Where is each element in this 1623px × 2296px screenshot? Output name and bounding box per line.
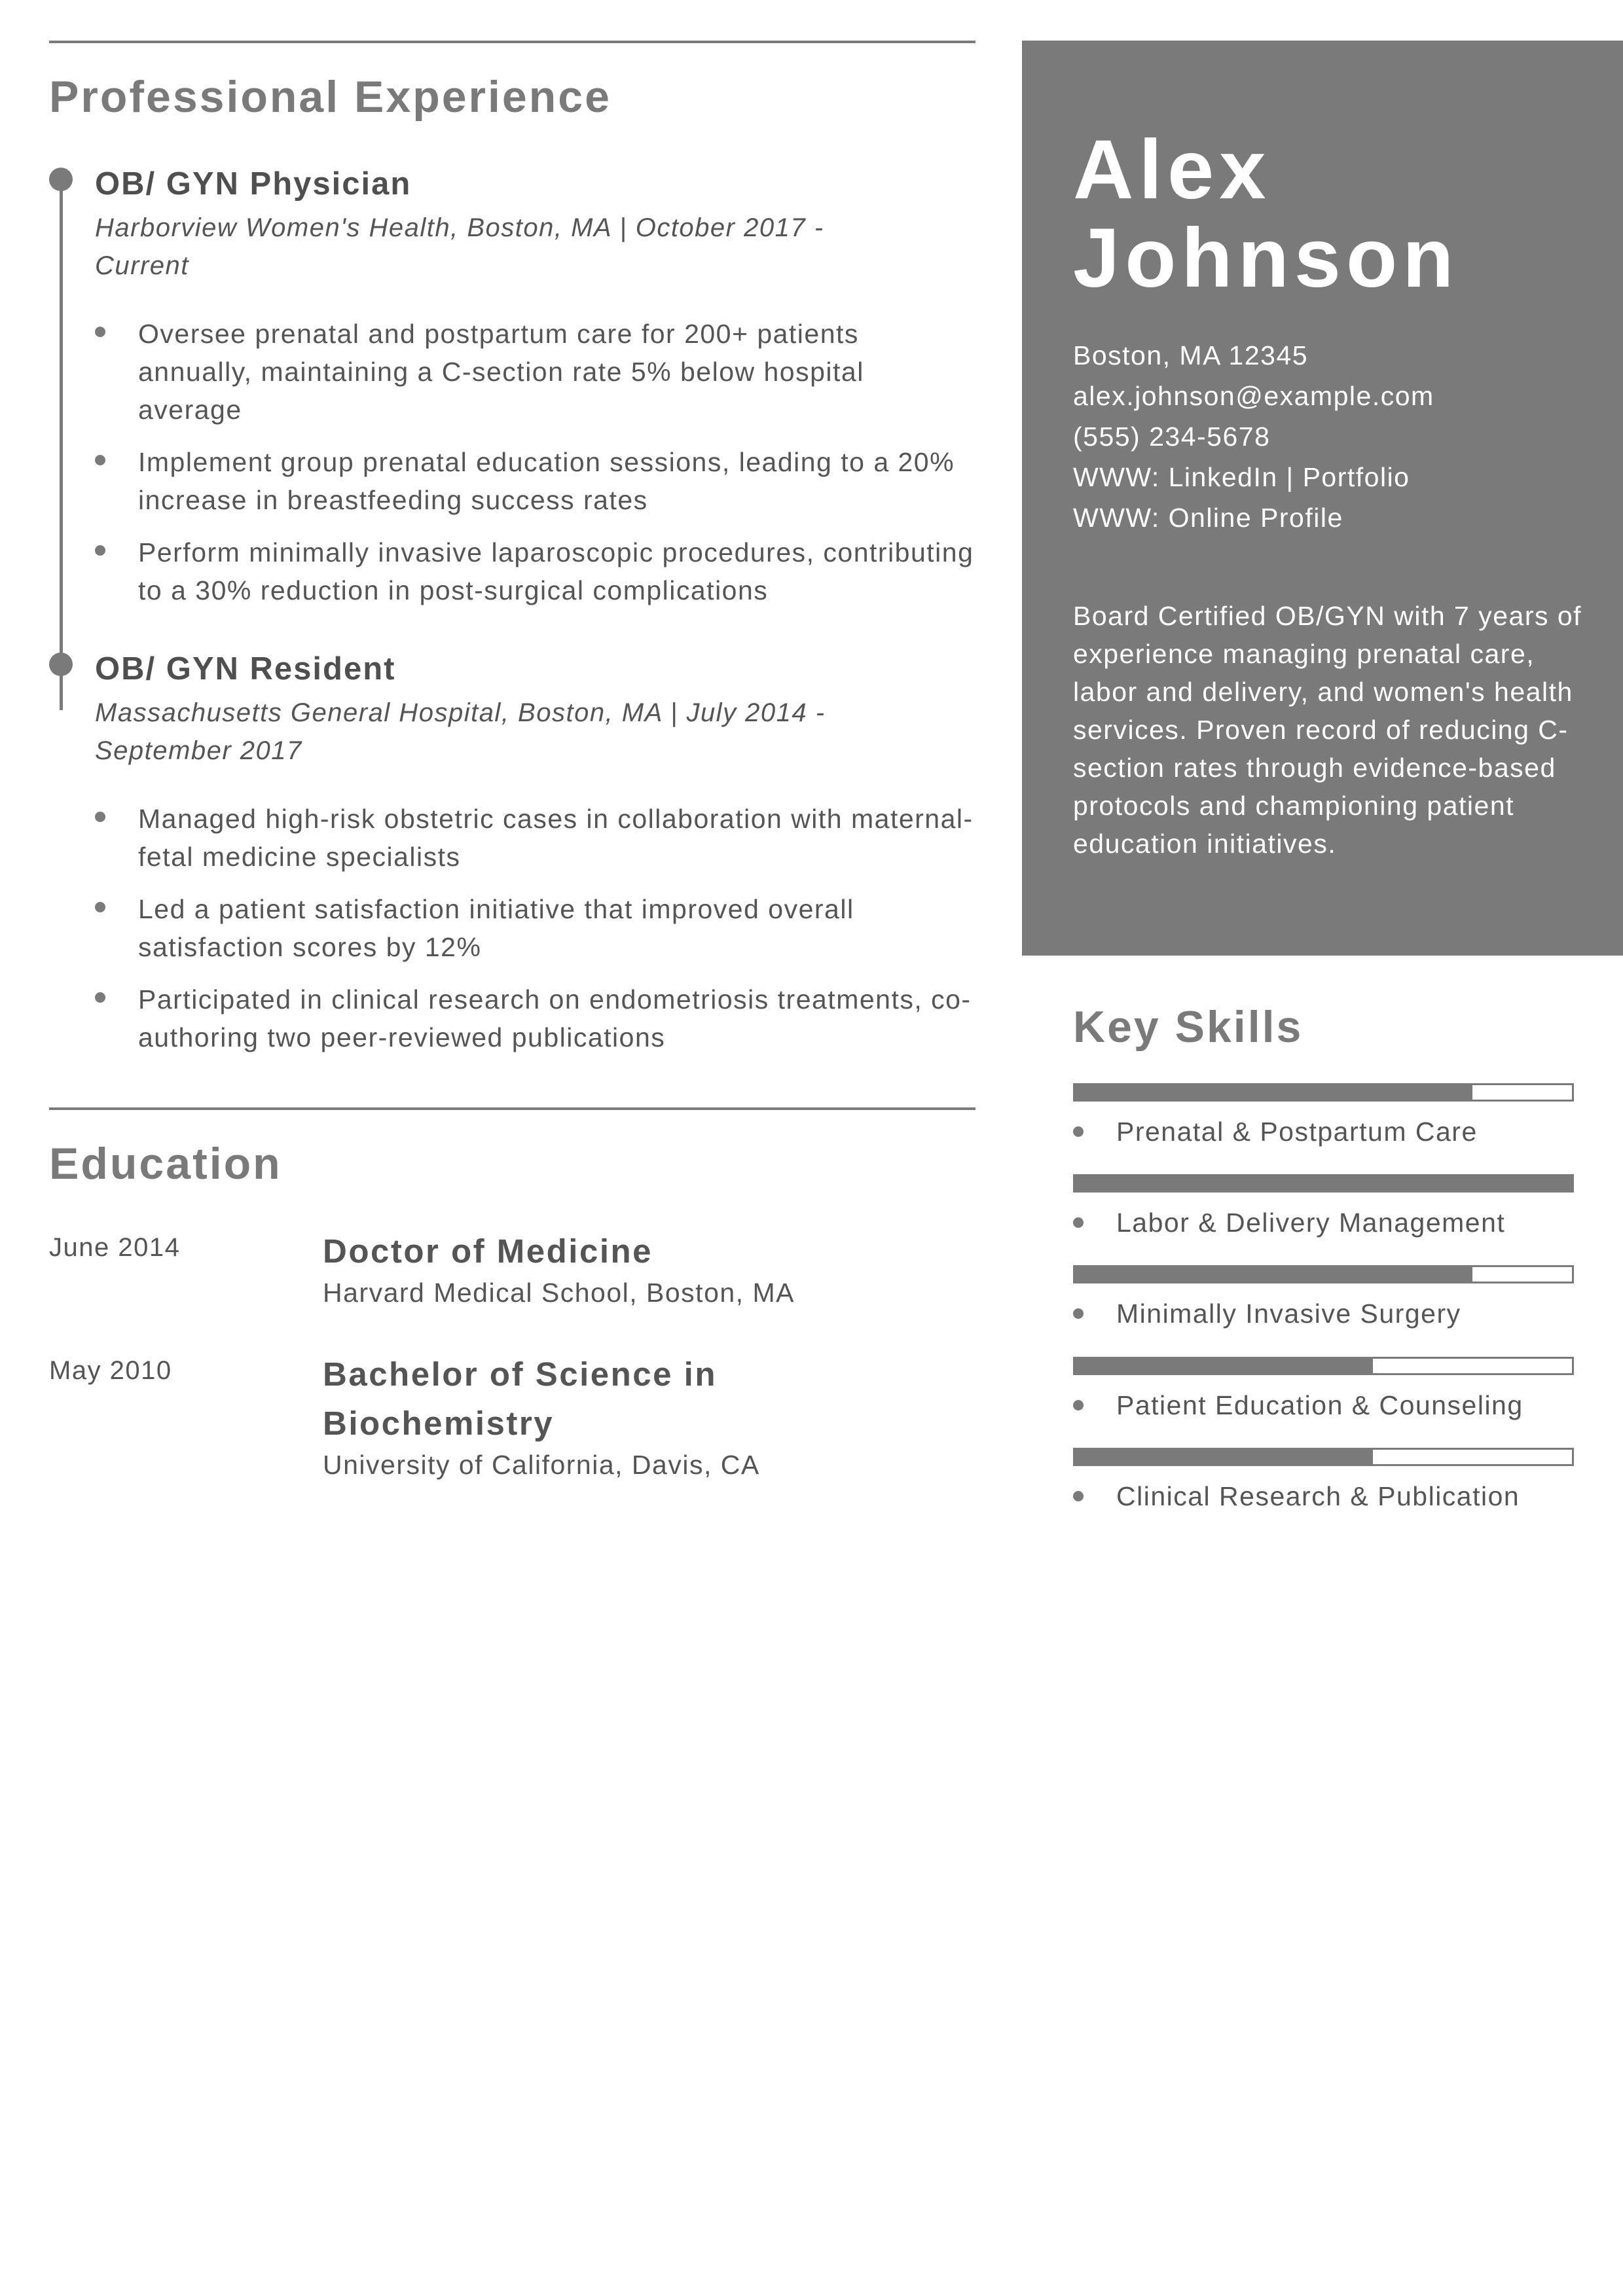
bullet-icon — [95, 545, 105, 556]
bullet-text: Managed high-risk obstetric cases in collaboration with maternal-fetal medicine specialists — [138, 803, 974, 872]
experience-timeline — [49, 165, 976, 1056]
skill-label — [1073, 1390, 1574, 1422]
bullet-text: Oversee prenatal and postpartum care for 200+ patients annually, maintaining a C-section rate 5% below hospital average — [138, 318, 864, 425]
skill-level-bar — [1073, 1265, 1574, 1283]
bullet-item — [95, 980, 976, 1056]
job-bullets — [95, 315, 976, 609]
education-heading: Education — [49, 1138, 282, 1189]
first-name: Alex — [1073, 123, 1271, 217]
job-entry — [49, 650, 976, 1056]
skill-level-fill — [1075, 1085, 1472, 1100]
education-date: June 2014 — [49, 1232, 181, 1262]
job-title: OB/ GYN Physician — [95, 166, 412, 202]
skill-item — [1073, 1174, 1574, 1239]
bullet-icon — [95, 812, 105, 822]
last-name: Johnson — [1073, 211, 1459, 305]
skill-label-text: Clinical Research & Publication — [1116, 1480, 1520, 1511]
job-meta-line: Current — [95, 251, 189, 280]
timeline-dot — [49, 168, 73, 191]
skill-item — [1073, 1265, 1574, 1330]
job-entry — [49, 165, 976, 609]
bullet-text: Implement group prenatal education sessions, leading to a 20% increase in breastfeeding success rates — [138, 446, 955, 515]
bullet-item — [95, 443, 976, 519]
left-column — [49, 41, 976, 1481]
email-link[interactable]: alex.johnson@example.com — [1073, 381, 1434, 411]
degree-title: Doctor of Medicine — [323, 1232, 653, 1270]
education-entry — [49, 1227, 976, 1309]
bullet-icon — [95, 455, 105, 465]
school-name: Harvard Medical School, Boston, MA — [323, 1277, 795, 1308]
education-body — [323, 1227, 976, 1309]
job-meta-line: Harborview Women's Health, Boston, MA | October 2017 - — [95, 213, 824, 242]
education-date: May 2010 — [49, 1355, 172, 1385]
skill-item — [1073, 1357, 1574, 1422]
bullet-item — [95, 315, 976, 429]
job-meta — [95, 209, 976, 285]
section-divider — [49, 41, 976, 43]
summary-text: Board Certified OB/GYN with 7 years of experience managing prenatal care, labor and delivery, and women's health services. Proven record of reducing C-section rates through evidence-based protocols and championing patient education initiatives. — [1073, 601, 1582, 859]
bullet-item — [95, 800, 976, 876]
skill-level-fill — [1075, 1176, 1572, 1191]
web-links[interactable]: WWW: LinkedIn | Portfolio — [1073, 462, 1410, 492]
skill-label — [1073, 1116, 1574, 1148]
bullet-icon — [95, 902, 105, 912]
phone-text: (555) 234-5678 — [1073, 422, 1271, 452]
bullet-icon — [95, 992, 105, 1003]
job-meta — [95, 694, 976, 770]
skills-list — [1073, 1083, 1574, 1513]
skill-level-bar — [1073, 1083, 1574, 1102]
bullet-icon — [1073, 1217, 1084, 1228]
education-entry — [49, 1350, 976, 1481]
education-body — [323, 1350, 781, 1481]
skill-label — [1073, 1207, 1574, 1239]
skills-section — [1073, 1002, 1574, 1513]
bullet-icon — [95, 327, 105, 337]
bullet-item — [95, 890, 976, 966]
section-divider — [49, 1107, 976, 1110]
skills-heading: Key Skills — [1073, 1002, 1304, 1052]
skill-level-bar — [1073, 1357, 1574, 1375]
skill-label-text: Prenatal & Postpartum Care — [1116, 1117, 1478, 1147]
location-text: Boston, MA 12345 — [1073, 340, 1309, 370]
job-bullets — [95, 800, 976, 1056]
bullet-icon — [1073, 1400, 1084, 1410]
web-profile-link[interactable]: WWW: Online Profile — [1073, 503, 1343, 533]
skill-level-fill — [1075, 1450, 1373, 1464]
job-meta-line: September 2017 — [95, 736, 302, 765]
skill-level-fill — [1075, 1359, 1373, 1373]
bullet-icon — [1073, 1126, 1084, 1137]
contact-info — [1073, 335, 1597, 538]
skill-label — [1073, 1480, 1574, 1513]
header-box — [1022, 41, 1623, 956]
skill-level-bar — [1073, 1174, 1574, 1193]
job-meta-line: Massachusetts General Hospital, Boston, MA | July 2014 - — [95, 698, 826, 727]
header-content — [1073, 123, 1597, 863]
candidate-name — [1073, 123, 1597, 305]
school-name: University of California, Davis, CA — [323, 1449, 760, 1480]
job-title: OB/ GYN Resident — [95, 651, 396, 687]
experience-heading: Professional Experience — [49, 72, 611, 122]
skill-item — [1073, 1448, 1574, 1513]
degree-title: Bachelor of Science in Biochemistry — [323, 1355, 718, 1442]
skill-label — [1073, 1298, 1574, 1330]
timeline-dot — [49, 653, 73, 676]
skill-label-text: Patient Education & Counseling — [1116, 1390, 1523, 1420]
bullet-icon — [1073, 1491, 1084, 1501]
bullet-item — [95, 533, 976, 609]
skill-label-text: Minimally Invasive Surgery — [1116, 1299, 1461, 1329]
bullet-text: Participated in clinical research on endometriosis treatments, co-authoring two peer-reviewed publications — [138, 984, 972, 1052]
education-list — [49, 1227, 976, 1481]
bullet-text: Perform minimally invasive laparoscopic procedures, contributing to a 30% reduction in post-surgical complications — [138, 537, 974, 605]
bullet-icon — [1073, 1308, 1084, 1319]
skill-level-bar — [1073, 1448, 1574, 1466]
bullet-text: Led a patient satisfaction initiative that improved overall satisfaction scores by 12% — [138, 893, 854, 962]
skill-level-fill — [1075, 1267, 1472, 1282]
skill-item — [1073, 1083, 1574, 1148]
skill-label-text: Labor & Delivery Management — [1116, 1208, 1506, 1238]
